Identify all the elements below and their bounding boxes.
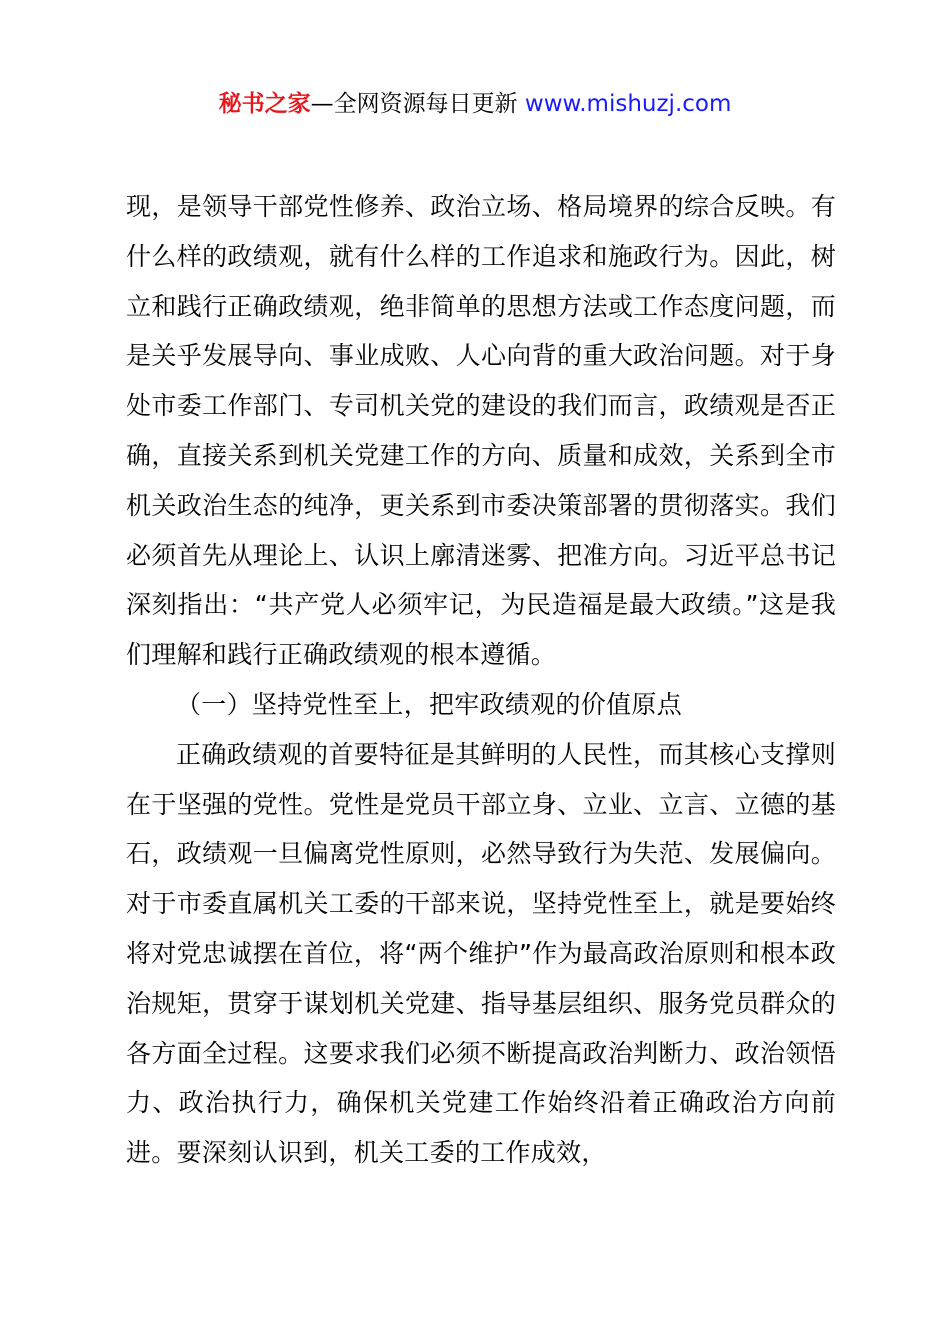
header-slogan: —全网资源每日更新 (310, 91, 525, 117)
document-body (126, 182, 836, 1178)
page-header (0, 86, 950, 122)
section-heading: （一）坚持党性至上，把牢政绩观的价值原点 (176, 689, 683, 719)
header-brand: 秘书之家 (218, 91, 311, 117)
body-paragraph: 现，是领导干部党性修养、政治立场、格局境界的综合反映。有什么样的政绩观，就有什么样的工作追求和施政行为。因此，树立和践行正确政绩观，绝非简单的思想方法或工作态度问题，而是关乎发展导向、事业成败、人心向背的重大政治问题。对于身处市委工作部门、专司机关党的建设的我们而言，政绩观是否正确，直接关系到机关党建工作的方向、质量和成效，关系到全市机关政治生态的纯净，更关系到市委决策部署的贯彻落实。我们必须首先从理论上、认识上廓清迷雾、把准方向。习近平总书记深刻指出：“共产党人必须牢记，为民造福是最大政绩。”这是我们理解和践行正确政绩观的根本遵循。 (126, 192, 836, 670)
header-site-link[interactable]: www.mishuzj.com (524, 91, 732, 117)
body-paragraph: 正确政绩观的首要特征是其鲜明的人民性，而其核心支撑则在于坚强的党性。党性是党员干部立身、立业、立言、立德的基石，政绩观一旦偏离党性原则，必然导致行为失范、发展偏向。对于市委直属机关工委的干部来说，坚持党性至上，就是要始终将对党忠诚摆在首位，将“两个维护”作为最高政治原则和根本政治规矩，贯穿于谋划机关党建、指导基层组织、服务党员群众的各方面全过程。这要求我们必须不断提高政治判断力、政治领悟力、政治执行力，确保机关党建工作始终沿着正确政治方向前进。要深刻认识到，机关工委的工作成效， (126, 739, 836, 1168)
